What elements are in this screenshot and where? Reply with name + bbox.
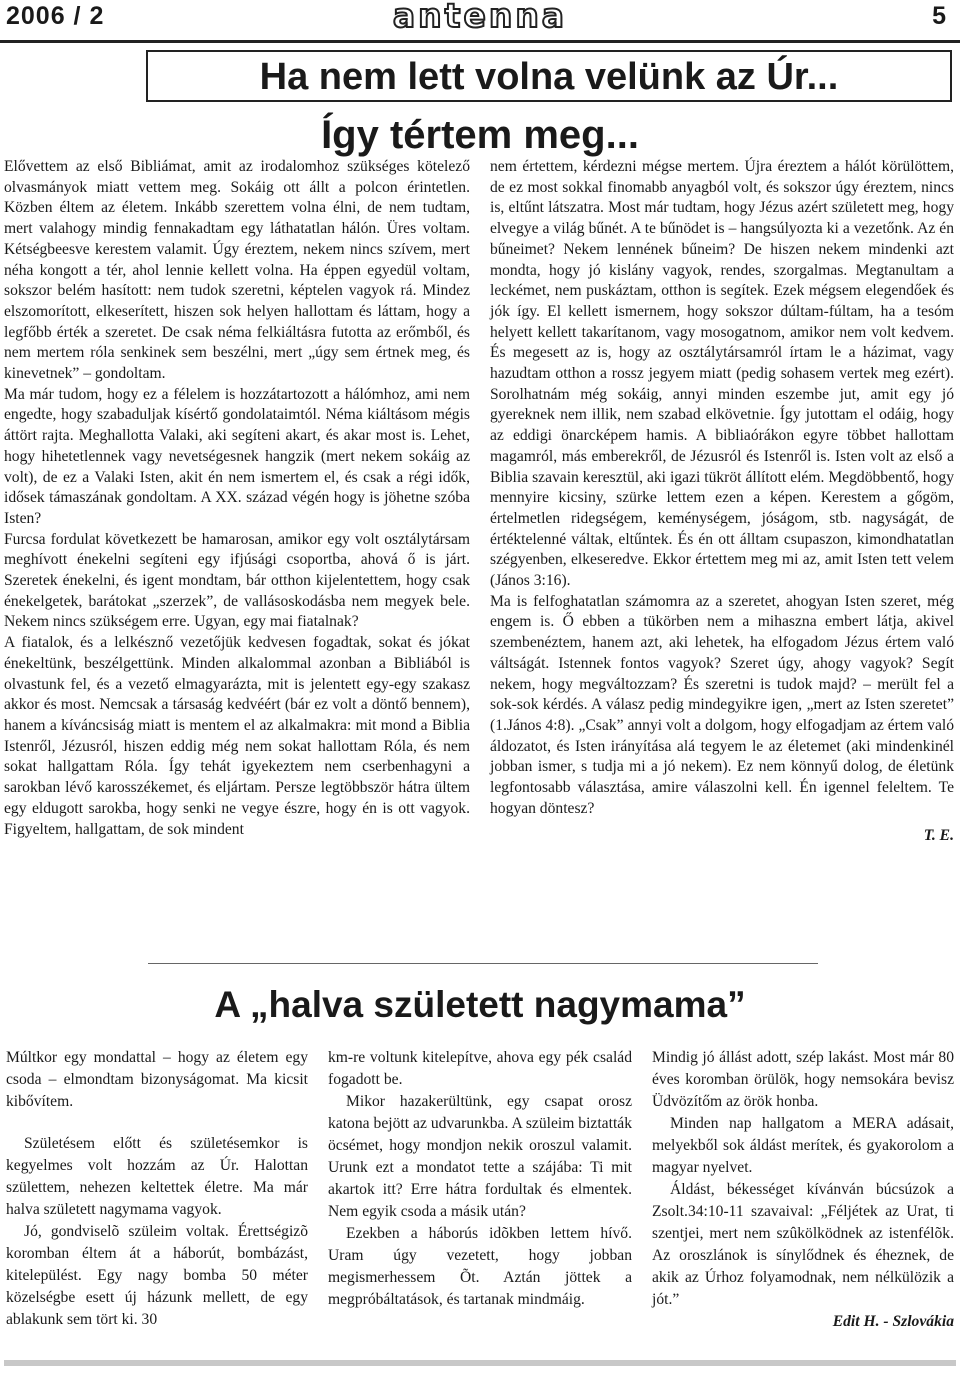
paragraph: nem értettem, kérdezni mégse mertem. Újra éreztem a hálót körülöttem, de ez most sokkal finomabb anyagból volt, és sokszor úgy éreztem, nincs is, eltűnt látszatra. Most már tudtam, hogy Jézus azért született meg, hogy elvegye a világ bűnét. A te bűnödet is – hangsúlyozta ki a vezetőnk. Az én bűneimet? Nekem lennének bűneim? De hiszen nekem mindenki azt mondta, hogy jó kislány vagyok, rendes, szorgalmas. Megtanultam a leckémet, nem puskáztam, otthon is segítek. Ezek mégsem elegendőek és jók így. El kellett ismernem, hogy sokszor dúltam-fúltam, ha a tesóm helyett kellett takarítanom, vagy mosogatnom, amikor nem volt kedvem. És megesett az is, hogy az osztálytársamról írtam le a házimat, vagy hazudtam otthon a rossz jegyem miatt (pedig sohasem vertek meg ezért). Sorolhatnám még sokáig, annyi minden eszembe jut, amit egy jó gyereknek nem illik, nem szabad elkövetnie. Így jutottam el odáig, hogy az eddigi önarcképem hamis. A bibliaórákon egyre többet hallottam magamról, más emberekről, de Jézusról és Istenről is. Isten volt az első a Biblia szavain keresztül, aki igazi tükröt állított elém. Megdöbbentő, hogy mennyire kicsiny, szürke lettem ezen a képen. Kerestem a gőgöm, értelmetlen ridegségem, keménységem, jóságom, stb. nagyságát, de értéktelenné váltak, eltűntek. És én ott álltam csupaszon, kimondhatatlan szégyenben, elkeseredve. Ekkor értettem meg mi az, amit Isten tett velem (János 3:16).	[490, 158, 954, 590]
paragraph: Mikor hazakerültünk, egy csapat orosz katona bejött az udvarunkba. A szüleim biztatták öcsémet, hogy mondjon nekik oroszul valamit. Urunk ezt a mondatot tette a szájába: Ti mit akartok itt? Erre hátra fordultak és elmentek. Nem egyik csoda a másik után?	[328, 1093, 632, 1220]
paragraph: Áldást, békességet kívánván búcsúzok a Zsolt.34:10-11 szavaival: „Féljétek az Urat, ti szentjei, mert nem szûkölködnek az istenfélõk. Az oroszlánok is sínylődnek és éheznek, de akik az Úrhoz folyamodnak, nem nélkülözik a jót.”	[652, 1181, 954, 1308]
paragraph: Elővettem az első Bibliámat, amit az irodalomhoz szükséges kötelező olvasmányok miatt vettem meg. Sokáig ott állt a polcon érintetlen. Közben éltem az életem. Inkább szerettem volna élni, de nem tudtam, mert valahogy mindig fennakadtam egy láthatatlan hálón. Üres voltam. Kétségbeesve kerestem valamit. Úgy éreztem, nekem nincs szívem, mert néha kongott a tér, ahol lennie kellett volna. Ha éppen egyedül voltam, sokszor belém hasított: nem tudok szeretni, képtelen vagyok rá. Mindez elszomorított, elkeserített, hiszen sok helyen hallottam és láttam, hogy a legfőbb érték a szeretet. De csak néma felkiáltásra futotta az erőmből, és nem mertem róla senkinek sem beszélni, mert „úgy sem értnek meg, és kinevetnek” – gondoltam.	[4, 158, 470, 383]
paragraph: Ma is felfoghatatlan számomra az a szeretet, ahogyan Isten szeret, még engem is. Ő ebben a tükörben nem a mihaszna embert látja, akivel szembenéztem, hanem azt, aki lehetek, ha elfogadom Jézus értem való váltságát. Istennek fontos vagyok? Szeret úgy, ahogy vagyok? Segít nekem, hogy megváltozzam? És szeretni is tudok majd? – merült fel a sok-sok kérdés. A válasz pedig mindegyikre igen, „mert az Isten szeretet” (1.János 4:8). „Csak” annyi volt a dolgom, hogy elfogadjam az értem való áldozatot, és Isten irányítása alá tegyem le az életemet (aki mindenkinél jobban ismer, s tudja mi a jó nekem). Ez nem könnyű dolog, de életünk legfontosabb választása, amire válaszolni kell. Én igennel feleltem. Te hogyan döntesz?	[490, 592, 954, 817]
article2-signature: Edit H. - Szlovákia	[832, 1313, 954, 1330]
paragraph: Furcsa fordulat következett be hamarosan, amikor egy volt osztálytársam meghívott énekelni segíteni egy ifjúsági csoportba, ahová ő is járt. Szeretek énekelni, és igent mondtam, bár otthon kijelentettem, hogy csak énekelgetek, barátokat „szerzek”, de vallásoskodásba nem megyek bele. Nekem nincs szükségem erre. Ugyan, egy mai fiatalnak?	[4, 530, 470, 631]
paragraph: Jó, gondviselõ szüleim voltak. Érettségizõ koromban éltem át a háborút, bombázást, kitelepülést. Egy nagy bomba 50 méter közelségbe esett új házunk mellett, de egy ablakunk sem tört ki. 30	[6, 1223, 308, 1328]
article2-column-2	[328, 1047, 632, 1311]
article2-title: A „halva született nagymama”	[214, 984, 746, 1025]
article1-left-column	[4, 157, 470, 840]
paragraph: A fiatalok, és a lelkésznő vezetőjük kedvesen fogadtak, sokat és jókat énekeltünk, beszélgettünk. Minden alkalommal azonban a Bibliából is olvastunk fel, és a vezető elmagyarázta, mit is jelentett egy-egy szakasz akkor és most. Nemcsak a társaság kedvéért (bár ez volt a döntő bennem), hanem a kíváncsiság miatt is mentem el az alkalmakra: mit mond a Biblia Istenről, Jézusról, hiszen eddig még nem sokat hallottam Róla, és nem sokat hallgattam Róla. Így tehát igyekeztem nem cserbenhagyni a sarokban lévő karosszékemet, és eljártam. Persze legtöbbször hátra ültem egy eldugott sarokba, hogy senki ne vegye észre, hogy én is ott vagyok. Figyeltem, hallgattam, de sok mindent	[4, 634, 470, 838]
paragraph: Múltkor egy mondattal – hogy az életem egy csoda – elmondtam bizonyságomat. Ma kicsit kibővítem.	[6, 1049, 308, 1110]
header-rule	[0, 40, 960, 43]
paragraph: km-re voltunk kitelepítve, ahova egy pék család fogadott be.	[328, 1049, 632, 1088]
paragraph: Minden nap hallgatom a MERA adásait, melyekből sok áldást merítek, és gyakorolom a magyar nyelvet.	[652, 1115, 954, 1176]
footer-bar	[4, 1360, 956, 1366]
article1-title: Ha nem lett volna velünk az Úr...	[259, 56, 839, 98]
article1-subtitle: Így tértem meg...	[321, 113, 639, 157]
paragraph: Ma már tudom, hogy ez a félelem is hozzátartozott a hálómhoz, ami nem engedte, hogy szabaduljak kísértő gondolataimtól. Néma kiáltásom mégis áttört rajta. Meghallotta Valaki, aki segíteni akart, és akar most is. Lehet, hogy hihetetlennek vagy nevetségesnek hangzik (mert nekem sokáig az volt), de ez a Valaki Isten, akit én nem ismertem el, és csak a régi idők, idősek támaszának gondoltam. A XX. század végén hogy is jöhetne szóba Isten?	[4, 385, 470, 527]
page-number: 5	[932, 2, 946, 30]
article2-column-1	[6, 1047, 308, 1331]
article1-signature: T. E.	[923, 826, 954, 844]
paragraph: Születésem előtt és születésemkor is kegyelmes volt hozzám az Úr. Halottan születtem, nehezen keltettek életre. Ma már halva született nagymama vagyok.	[6, 1135, 308, 1218]
masthead-logo: antenna	[392, 0, 568, 35]
article2-column-3	[652, 1047, 954, 1333]
paragraph: Mindig jó állást adott, szép lakást. Most már 80 éves koromban örülök, hogy nemsokára bevisz Üdvözítőm az örök honba.	[652, 1049, 954, 1110]
article1-right-column	[490, 157, 954, 846]
issue-number: 2006 / 2	[6, 2, 105, 30]
section-divider	[148, 963, 818, 964]
paragraph: Ezekben a háborús idõkben lettem hívő. Uram úgy vezetett, hogy jobban megismerhessem Õt. Aztán jöttek a megpróbáltatások, és tartanak mindmáig.	[328, 1225, 632, 1308]
